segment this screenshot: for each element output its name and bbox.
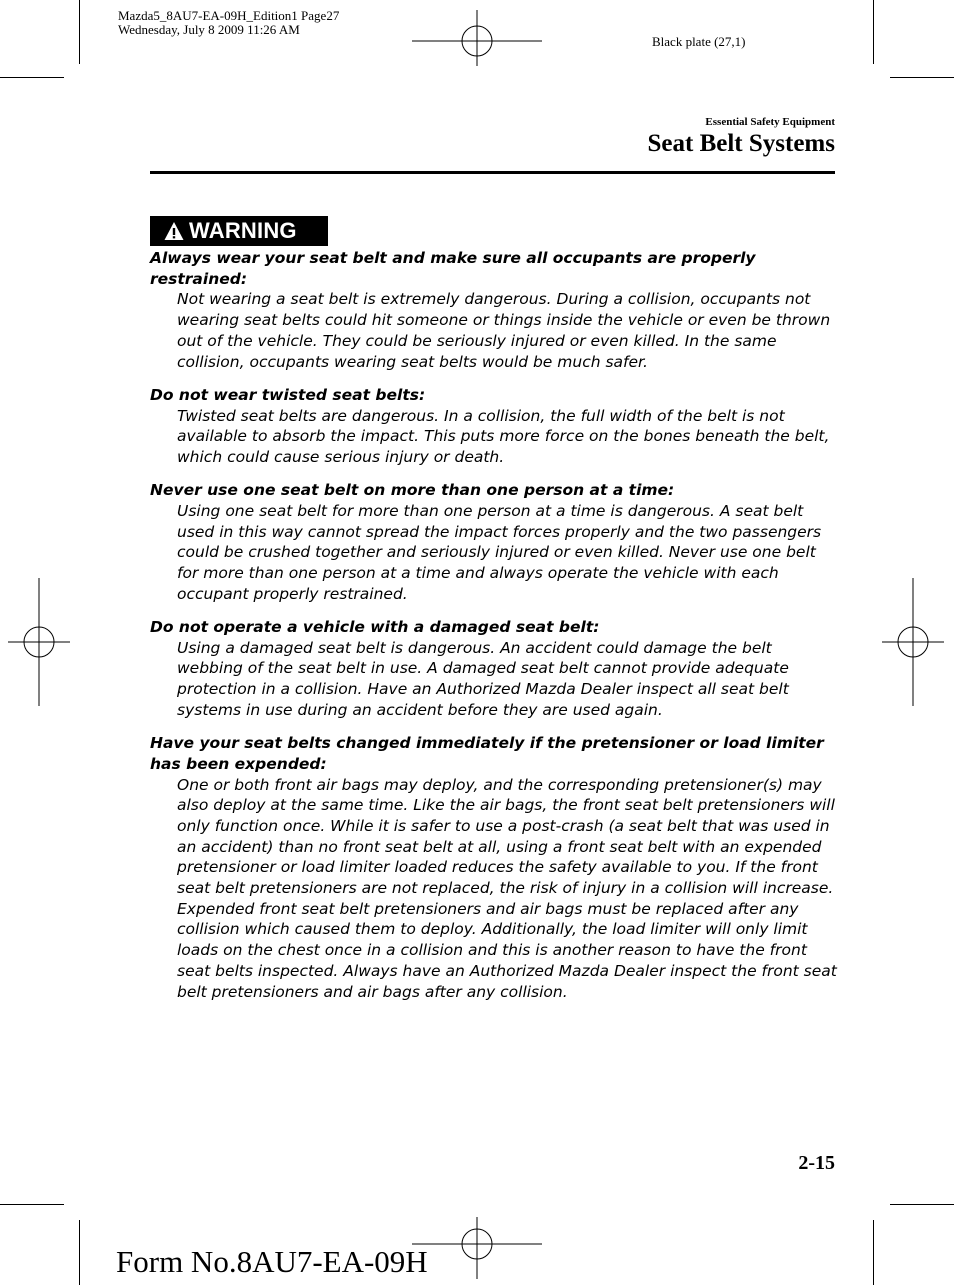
warning-item-heading: Always wear your seat belt and make sure all occupants are properly restrained:: [150, 249, 756, 288]
section-label: Essential Safety Equipment: [705, 116, 835, 128]
warning-item: [150, 385, 840, 468]
warning-badge: [150, 216, 328, 246]
warning-item-body: Not wearing a seat belt is extremely dangerous. During a collision, occupants not wearing seat belts could hit someone or things inside the vehicle or even be thrown out of the vehicle. They could be seriously injured or even killed. In the same collision, occupants wearing seat belts would be much safer.: [177, 290, 831, 371]
slug-line-2: Wednesday, July 8 2009 11:26 AM: [118, 22, 300, 37]
crop-mark: [79, 0, 80, 64]
crop-mark: [79, 1220, 80, 1285]
warning-triangle-icon: [164, 221, 184, 241]
warning-content: [150, 248, 840, 1015]
warning-item-body: One or both front air bags may deploy, and the corresponding pretensioner(s) may also deploy at the same time. Like the air bags, the front seat belt pretensioners will only function once. While it is safer to use a post-crash (a seat belt that was used in an accident) than no front seat belt at all, using a front seat belt with an expended pretensioner or load limiter loaded reduces the safety available to you. If the front seat belt pretensioners are not replaced, the risk of injury in a collision will increase. Expended front seat belt pretensioners and air bags must be replaced after any collision which caused them to deploy. Additionally, the load limiter will only limit loads on the chest once in a collision and this is another reason to have the front seat belts inspected. Always have an Authorized Mazda Dealer inspect the front seat belt pretensioners and air bags after any collision.: [177, 775, 837, 1001]
page-number: 2-15: [798, 1152, 835, 1174]
crop-mark: [0, 77, 64, 78]
warning-item-heading: Never use one seat belt on more than one person at a time:: [150, 481, 675, 500]
registration-mark-icon: [412, 10, 542, 66]
warning-label: WARNING: [189, 218, 297, 243]
warning-item: [150, 617, 840, 721]
warning-item-body: Twisted seat belts are dangerous. In a collision, the full width of the belt is not available to absorb the impact. This puts more force on the bones beneath the belt, which could cause serious injury or death.: [177, 406, 830, 466]
warning-item: [150, 480, 840, 604]
plate-label: Black plate (27,1): [652, 34, 746, 49]
crop-mark: [890, 77, 954, 78]
crop-mark: [873, 1220, 874, 1285]
registration-mark-icon: [882, 578, 944, 706]
crop-mark: [890, 1204, 954, 1205]
form-number: Form No.8AU7-EA-09H: [116, 1244, 428, 1279]
warning-item: [150, 733, 840, 1002]
crop-mark: [0, 1204, 64, 1205]
warning-item-body: Using one seat belt for more than one person at a time is dangerous. A seat belt used in this way cannot spread the impact forces properly and the two passengers could be crushed together and seriously injured or even killed. Never use one belt for more than one person at a time and always operate the vehicle with each occupant properly restrained.: [177, 501, 822, 603]
header-rule: [150, 171, 835, 174]
warning-item-heading: Have your seat belts changed immediately if the pretensioner or load limiter has been expended:: [150, 734, 824, 773]
warning-item: [150, 248, 840, 372]
registration-mark-icon: [412, 1217, 542, 1279]
registration-mark-icon: [8, 578, 70, 706]
warning-item-body: Using a damaged seat belt is dangerous. An accident could damage the belt webbing of the seat belt in use. A damaged seat belt cannot provide adequate protection in a collision. Have an Authorized Mazda Dealer inspect all seat belt systems in use during an accident before they are used again.: [177, 638, 789, 719]
warning-item-heading: Do not wear twisted seat belts:: [150, 385, 426, 404]
crop-mark: [873, 0, 874, 64]
warning-item-heading: Do not operate a vehicle with a damaged seat belt:: [150, 618, 600, 637]
slug-line-1: Mazda5_8AU7-EA-09H_Edition1 Page27: [118, 8, 340, 23]
page-title: Seat Belt Systems: [647, 130, 835, 157]
